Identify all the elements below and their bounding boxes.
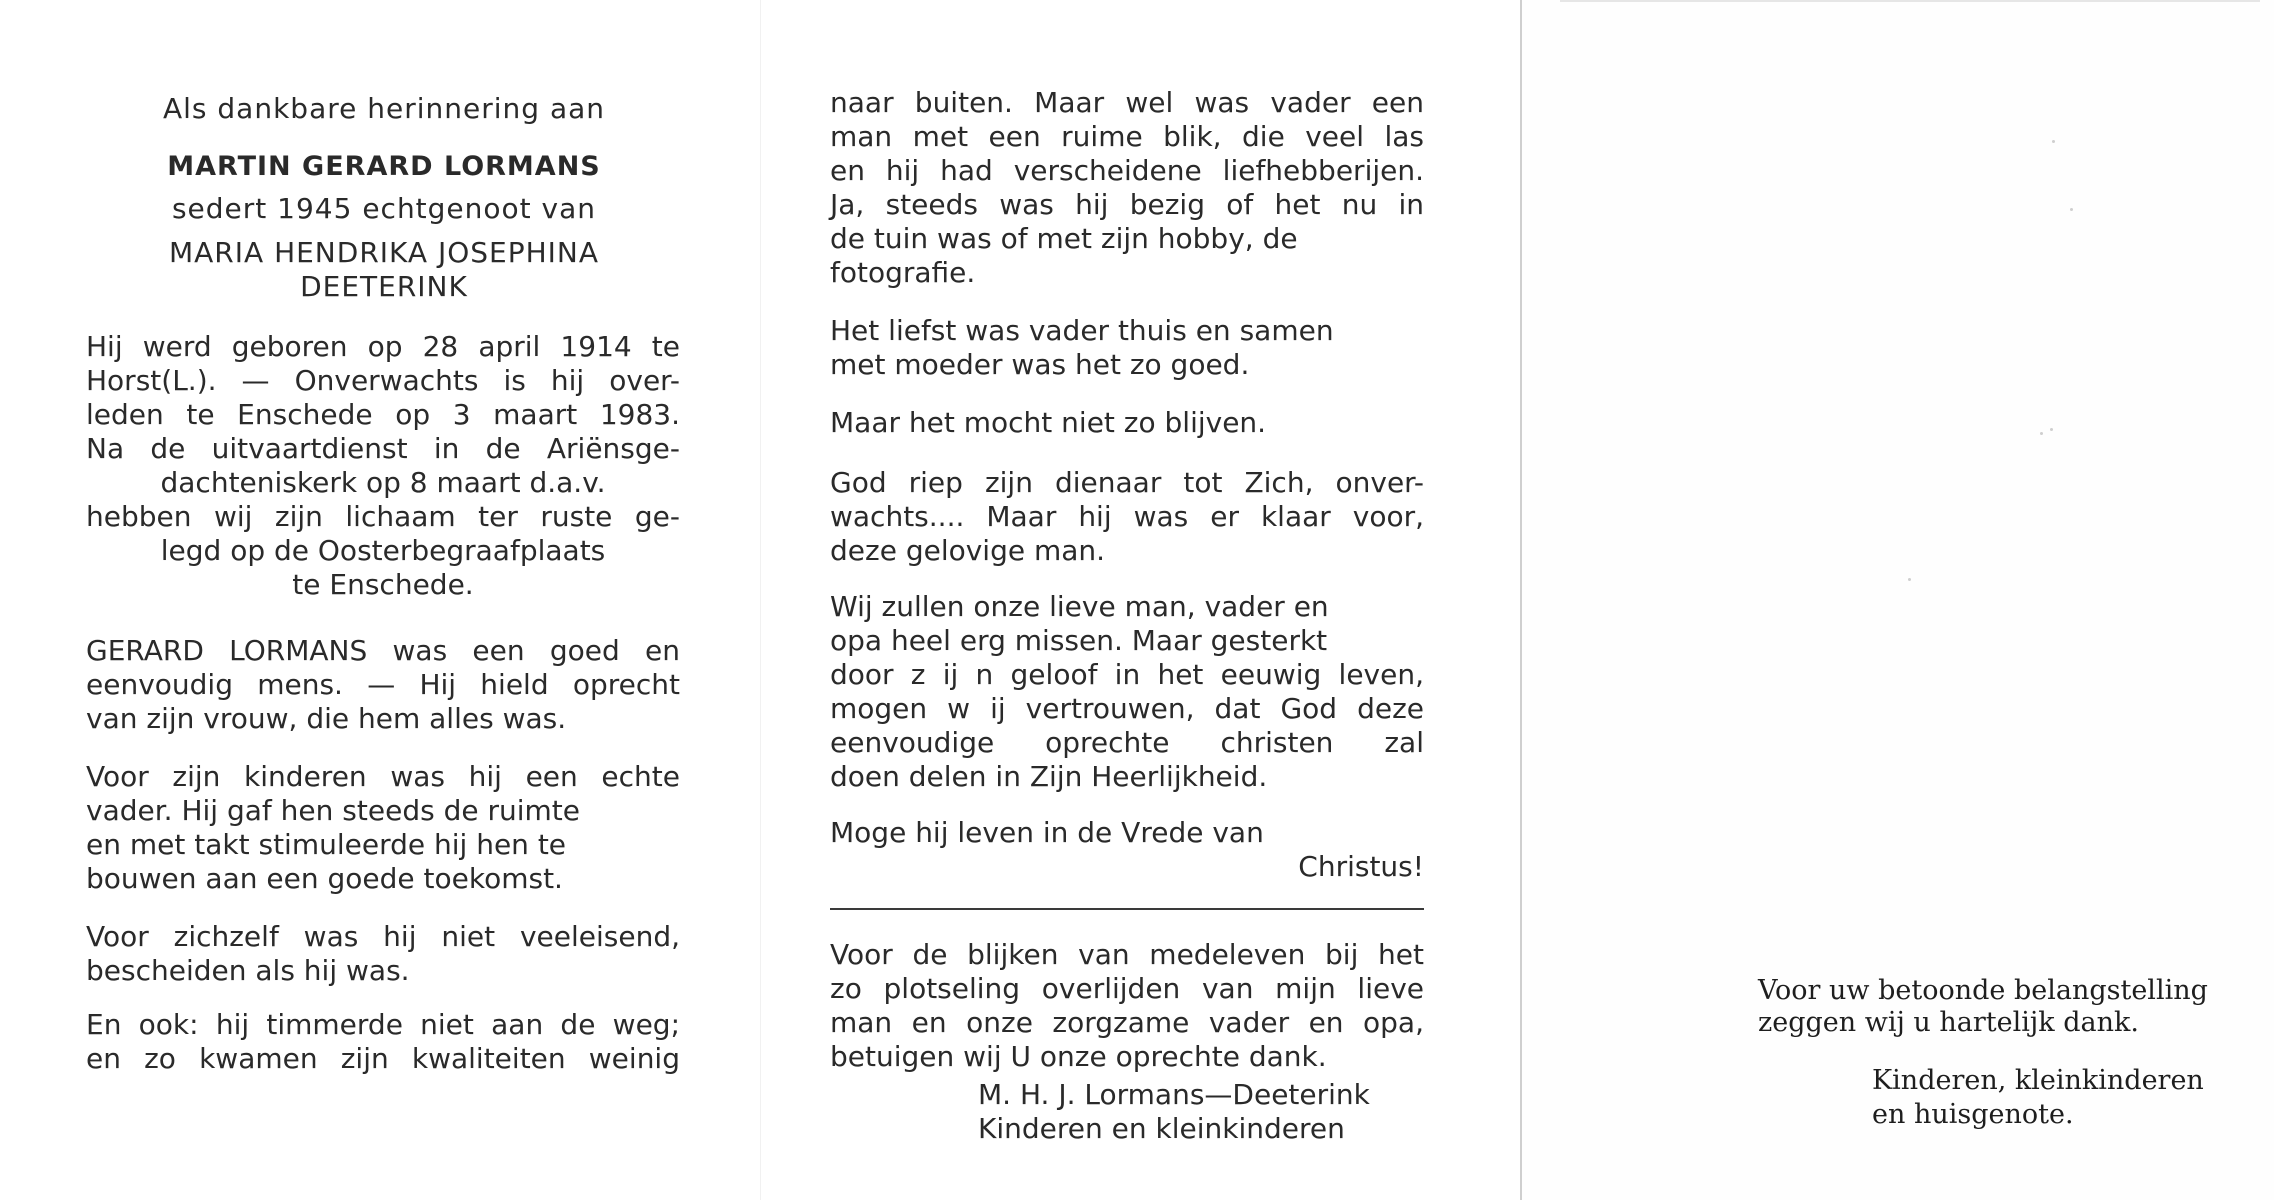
- birth-line: hebben wij zijn lichaam ter ruste ge-: [86, 500, 680, 533]
- thanks-line: betuigen wij U onze oprechte dank.: [830, 1040, 1327, 1073]
- paragraph-line: fotografie.: [830, 256, 976, 289]
- paragraph-line: Ja, steeds was hij bezig of het nu in: [830, 188, 1424, 221]
- birth-line: Horst(L.). — Onverwachts is hij over-: [86, 364, 680, 397]
- paper-speck: [2070, 208, 2073, 211]
- divider-rule: [830, 908, 1424, 910]
- paragraph-line: God riep zijn dienaar tot Zich, onver-: [830, 466, 1424, 499]
- paragraph-line: opa heel erg missen. Maar gesterkt: [830, 624, 1328, 657]
- signatories-line: Kinderen, kleinkinderen: [1872, 1065, 2204, 1096]
- signature-line: Kinderen en kleinkinderen: [978, 1112, 1345, 1145]
- spouse-name-line2: DEETERINK: [300, 270, 468, 303]
- paragraph-line: naar buiten. Maar wel was vader een: [830, 86, 1424, 119]
- paragraph-line: de tuin was of met zijn hobby, de: [830, 222, 1298, 255]
- paragraph-line: doen delen in Zijn Heerlijkheid.: [830, 760, 1268, 793]
- birth-line: leden te Enschede op 3 maart 1983.: [86, 398, 680, 431]
- paragraph-line: en hij had verscheidene liefhebberijen.: [830, 154, 1424, 187]
- deceased-name: MARTIN GERARD LORMANS: [167, 151, 601, 182]
- birth-line: dachteniskerk op 8 maart d.a.v.: [160, 466, 606, 499]
- thanks-card-line: zeggen wij u hartelijk dank.: [1758, 1007, 2139, 1038]
- birth-line: legd op de Oosterbegraafplaats: [160, 534, 606, 567]
- fold-line: [760, 0, 761, 1200]
- intro-line: Als dankbare herinnering aan: [162, 92, 606, 125]
- thanks-line: Voor de blijken van medeleven bij het: [830, 938, 1424, 971]
- paragraph-line: GERARD LORMANS was een goed en: [86, 634, 680, 667]
- paragraph-line: mogen w ij vertrouwen, dat God deze: [830, 692, 1424, 725]
- paragraph-line: bouwen aan een goede toekomst.: [86, 862, 563, 895]
- paper-speck: [2052, 140, 2055, 143]
- paragraph-line: en met takt stimuleerde hij hen te: [86, 828, 567, 861]
- signature-line: M. H. J. Lormans—Deeterink: [978, 1078, 1370, 1111]
- paragraph-line: Voor zichzelf was hij niet veeleisend,: [86, 920, 680, 953]
- paragraph-line: Voor zijn kinderen was hij een echte: [86, 760, 680, 793]
- paragraph-line: Wij zullen onze lieve man, vader en: [830, 590, 1329, 623]
- paragraph-line: eenvoudig mens. — Hij hield oprecht: [86, 668, 680, 701]
- paragraph-line: wachts.... Maar hij was er klaar voor,: [830, 500, 1424, 533]
- paragraph-line: van zijn vrouw, die hem alles was.: [86, 702, 567, 735]
- paragraph-line: Het liefst was vader thuis en samen: [830, 314, 1334, 347]
- closing-line: Christus!: [1298, 850, 1424, 883]
- birth-line: te Enschede.: [292, 568, 474, 601]
- paper-speck: [2050, 428, 2053, 431]
- card-edge: [1520, 0, 1522, 1200]
- thanks-line: zo plotseling overlijden van mijn lieve: [830, 972, 1424, 1005]
- card-top-edge: [1560, 0, 2260, 2]
- paragraph-line: door z ij n geloof in het eeuwig leven,: [830, 658, 1424, 691]
- birth-line: Na de uitvaartdienst in de Ariënsge-: [86, 432, 680, 465]
- thanks-card-line: Voor uw betoonde belangstelling: [1758, 975, 2208, 1006]
- closing-line: Moge hij leven in de Vrede van: [830, 816, 1264, 849]
- thanks-line: man en onze zorgzame vader en opa,: [830, 1006, 1424, 1039]
- paragraph-line: en zo kwamen zijn kwaliteiten weinig: [86, 1042, 680, 1075]
- paragraph-line: En ook: hij timmerde niet aan de weg;: [86, 1008, 680, 1041]
- paragraph-line: deze gelovige man.: [830, 534, 1106, 567]
- paragraph-line: Maar het mocht niet zo blijven.: [830, 406, 1267, 439]
- paragraph-line: eenvoudige oprechte christen zal: [830, 726, 1424, 759]
- signatories-line: en huisgenote.: [1872, 1099, 2074, 1130]
- spouse-name-line1: MARIA HENDRIKA JOSEPHINA: [168, 236, 600, 269]
- paragraph-line: bescheiden als hij was.: [86, 954, 410, 987]
- paragraph-line: man met een ruime blik, die veel las: [830, 120, 1424, 153]
- paper-speck: [2040, 432, 2043, 435]
- paragraph-line: met moeder was het zo goed.: [830, 348, 1250, 381]
- paper-speck: [1908, 578, 1911, 581]
- married-line: sedert 1945 echtgenoot van: [171, 192, 597, 225]
- paragraph-line: vader. Hij gaf hen steeds de ruimte: [86, 794, 580, 827]
- birth-line: Hij werd geboren op 28 april 1914 te: [86, 330, 680, 363]
